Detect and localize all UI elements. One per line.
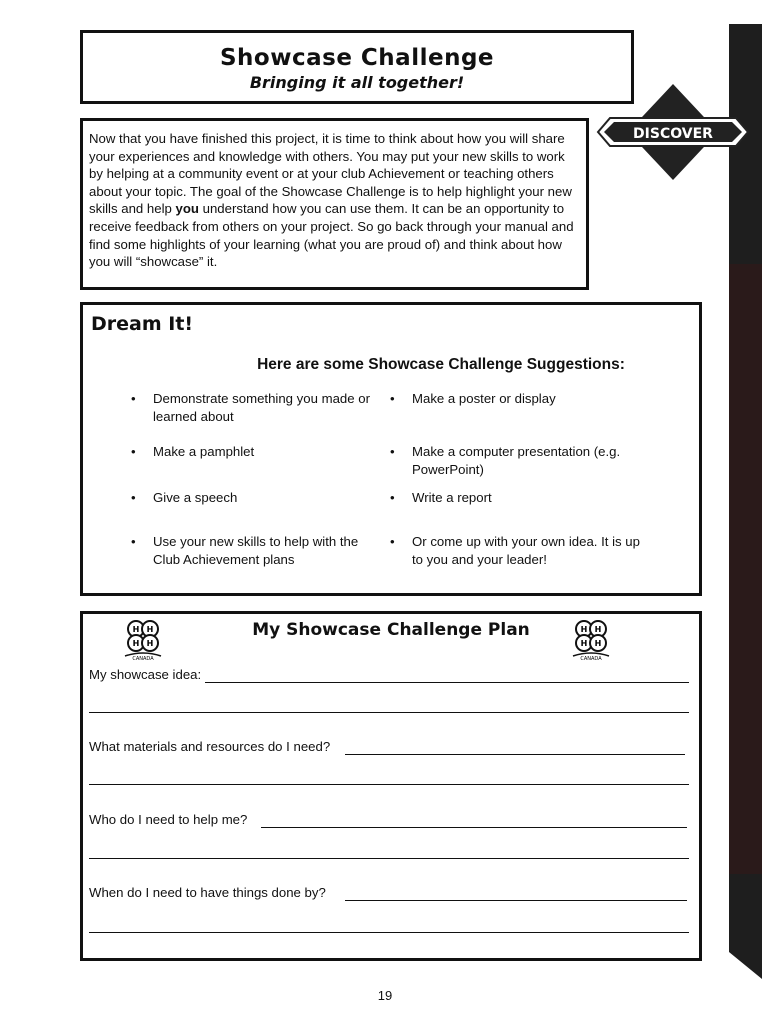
bullet: • xyxy=(131,391,136,406)
question-helpers: Who do I need to help me? xyxy=(89,812,248,827)
suggestion-item xyxy=(390,533,652,569)
svg-text:H: H xyxy=(594,625,602,634)
svg-text:CANADA: CANADA xyxy=(580,656,602,662)
dream-it-section xyxy=(80,302,702,596)
page-subtitle: Bringing it all together! xyxy=(249,73,465,92)
suggestion-item xyxy=(131,533,385,569)
plan-title: My Showcase Challenge Plan xyxy=(252,620,530,640)
suggestion-item xyxy=(390,489,652,507)
intro-text-1: Now that you have finished this project, it is time to think about how you will share your experiences and knowledge with others. You may put your new skills to work by helping at a community event or at your club Achievement or teaching others about your topic. The goal of the Showcase Challenge is to help highlight your new skills and help xyxy=(89,131,572,217)
svg-text:H: H xyxy=(594,639,602,648)
bullet: • xyxy=(390,444,395,459)
intro-text-2: understand how you can use them. It can be an opportunity to receive feedback from others on your project. So go back through your manual and find some highlights of your learning (what you are proud of) and think about how you will “showcase” it. xyxy=(89,201,574,270)
suggestion-text: Make a poster or display xyxy=(412,391,556,406)
intro-paragraph xyxy=(89,130,580,271)
question-deadline: When do I need to have things done by? xyxy=(89,885,326,900)
svg-text:H: H xyxy=(146,625,154,634)
suggestion-item xyxy=(390,443,652,479)
question-materials: What materials and resources do I need? xyxy=(89,739,331,754)
question-showcase-idea: My showcase idea: xyxy=(89,667,202,682)
svg-text:H: H xyxy=(132,625,140,634)
suggestion-text: Or come up with your own idea. It is up to you and your leader! xyxy=(412,534,640,567)
intro-box xyxy=(80,118,589,290)
suggestion-text: Demonstrate something you made or learned about xyxy=(153,391,370,424)
title-box xyxy=(80,30,634,104)
bullet: • xyxy=(131,444,136,459)
answer-line[interactable] xyxy=(89,858,689,859)
suggestion-item xyxy=(131,489,383,507)
showcase-plan-section xyxy=(80,611,702,961)
answer-line[interactable] xyxy=(345,754,685,755)
suggestions-heading: Here are some Showcase Challenge Suggestions: xyxy=(257,356,625,373)
svg-text:H: H xyxy=(132,639,140,648)
page-number: 19 xyxy=(377,988,393,1003)
answer-line[interactable] xyxy=(261,827,687,828)
answer-line[interactable] xyxy=(345,900,687,901)
svg-text:H: H xyxy=(580,625,588,634)
diamond-badge-icon xyxy=(596,84,750,184)
intro-emphasis: you xyxy=(175,201,199,217)
svg-text:H: H xyxy=(580,639,588,648)
suggestion-text: Make a pamphlet xyxy=(153,444,255,459)
svg-text:H: H xyxy=(146,639,154,648)
bullet: • xyxy=(390,490,395,505)
answer-line[interactable] xyxy=(89,932,689,933)
suggestion-item xyxy=(131,443,383,461)
discover-label: DISCOVER xyxy=(633,126,713,142)
answer-line[interactable] xyxy=(205,682,689,683)
bullet: • xyxy=(390,391,395,406)
suggestion-text: Make a computer presentation (e.g. PowerPoint) xyxy=(412,444,621,477)
suggestion-item xyxy=(131,390,383,426)
svg-text:CANADA: CANADA xyxy=(132,656,154,662)
bullet: • xyxy=(390,534,395,549)
dream-it-title: Dream It! xyxy=(91,313,194,335)
answer-line[interactable] xyxy=(89,712,689,713)
suggestion-item xyxy=(390,390,672,408)
bullet: • xyxy=(131,490,136,505)
answer-line[interactable] xyxy=(89,784,689,785)
suggestion-text: Write a report xyxy=(412,490,492,505)
bullet: • xyxy=(131,534,136,549)
suggestion-text: Use your new skills to help with the Club Achievement plans xyxy=(153,534,359,567)
suggestion-text: Give a speech xyxy=(153,490,238,505)
page-title: Showcase Challenge xyxy=(219,45,495,71)
